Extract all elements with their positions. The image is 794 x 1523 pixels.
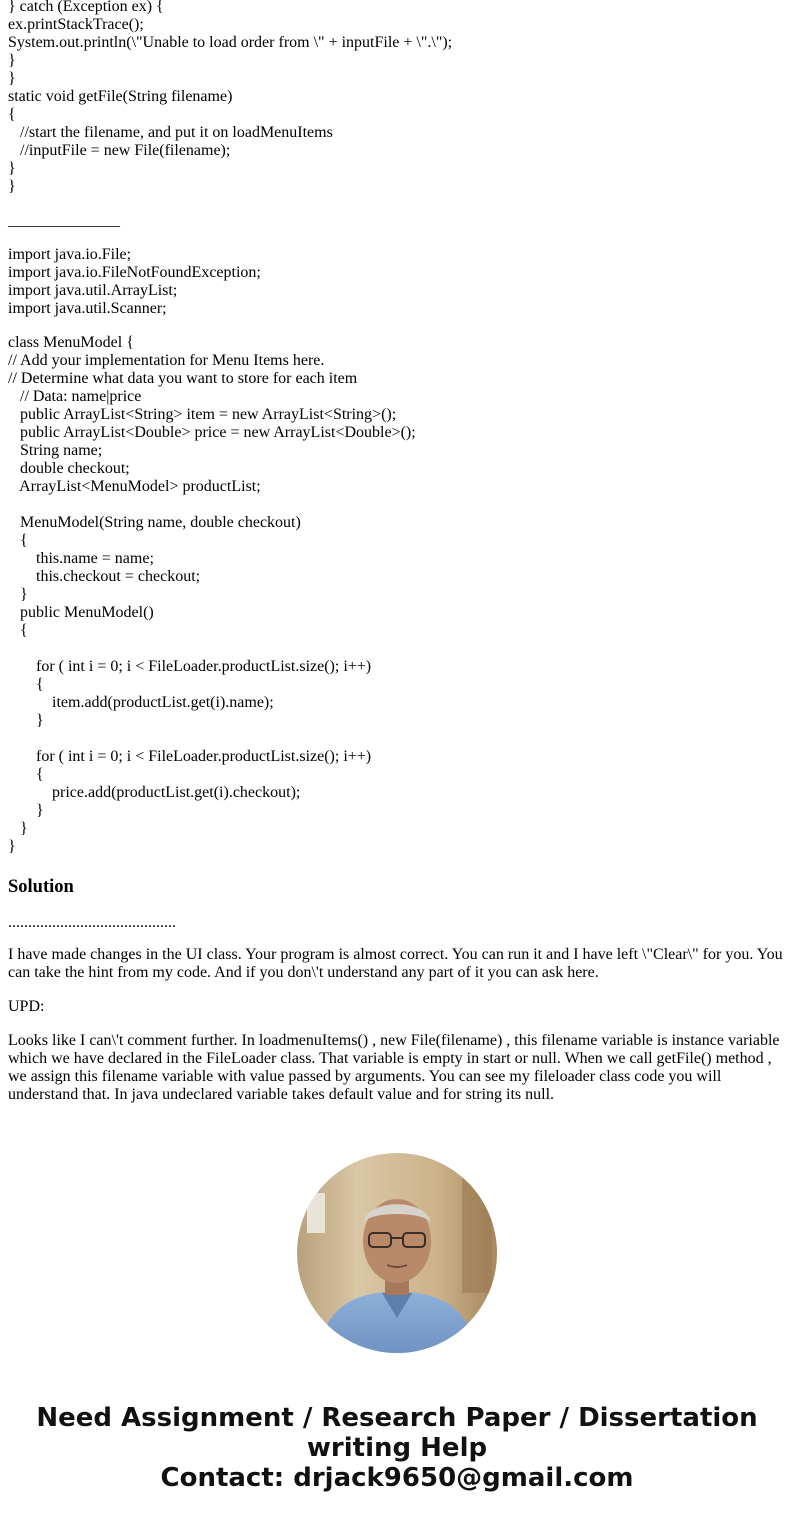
promo-line-2: writing Help (306, 1433, 488, 1463)
code-block-menumodel (8, 334, 786, 856)
upd-label: UPD: (8, 998, 45, 1015)
code-line: for ( int i = 0; i < FileLoader.productList.size(); i++) (8, 748, 372, 765)
code-line: } (8, 712, 44, 729)
code-line: public ArrayList<String> item = new ArrayList<String>(); (8, 406, 397, 423)
code-line: } (8, 70, 16, 87)
code-line: MenuModel(String name, double checkout) (8, 514, 301, 531)
code-line: //inputFile = new File(filename); (8, 142, 231, 159)
code-line: // Add your implementation for Menu Items here. (8, 352, 325, 369)
code-line: //start the filename, and put it on loadMenuItems (8, 124, 333, 141)
code-line: { (8, 676, 44, 693)
author-photo-image (297, 1153, 497, 1353)
code-line: // Determine what data you want to store for each item (8, 370, 358, 387)
author-photo (297, 1153, 497, 1353)
promo-footer (0, 1403, 794, 1493)
code-line: } (8, 820, 28, 837)
code-line: System.out.println(\"Unable to load order from \" + inputFile + \".\"); (8, 34, 453, 51)
code-line: } (8, 52, 16, 69)
code-line (8, 730, 786, 748)
solution-dots: .......................................... (8, 914, 176, 931)
code-line: price.add(productList.get(i).checkout); (8, 784, 301, 801)
code-line: this.name = name; (8, 550, 154, 567)
code-line: { (8, 106, 16, 123)
promo-line-1: Need Assignment / Research Paper / Dissertation (36, 1403, 758, 1433)
promo-contact[interactable]: Contact: drjack9650@gmail.com (160, 1463, 634, 1493)
code-line: } (8, 802, 44, 819)
code-line: import java.util.ArrayList; (8, 282, 178, 299)
code-line: } (8, 178, 16, 195)
code-line: ArrayList<MenuModel> productList; (8, 478, 261, 495)
code-line: } (8, 160, 16, 177)
code-line: item.add(productList.get(i).name); (8, 694, 274, 711)
code-line: static void getFile(String filename) (8, 88, 233, 105)
code-line: double checkout; (8, 460, 130, 477)
code-line: public MenuModel() (8, 604, 154, 621)
code-line: // Data: name|price (8, 388, 142, 405)
separator-line: ______________ (8, 212, 120, 229)
code-line: String name; (8, 442, 103, 459)
document-body (8, 0, 786, 1104)
code-line: for ( int i = 0; i < FileLoader.productList.size(); i++) (8, 658, 372, 675)
code-block-top (8, 0, 786, 196)
code-line: import java.io.FileNotFoundException; (8, 264, 261, 281)
code-line: this.checkout = checkout; (8, 568, 201, 585)
code-line: import java.io.File; (8, 246, 132, 263)
code-line: { (8, 532, 28, 549)
code-line: public ArrayList<Double> price = new ArrayList<Double>(); (8, 424, 416, 441)
solution-paragraph-2: Looks like I can\'t comment further. In loadmenuItems() , new File(filename) , this filename variable is instance variable which we have declared in the FileLoader class. That variable is empty in start or null. When we call getFile() method , we assign this filename variable with value passed by arguments. You can see my fileloader class code you will understand that. In java undeclared variable takes default value and for string its null. (8, 1032, 780, 1103)
code-line: class MenuModel { (8, 334, 134, 351)
code-line (8, 640, 786, 658)
code-block-imports (8, 246, 786, 318)
code-line: { (8, 622, 28, 639)
code-line: ex.printStackTrace(); (8, 16, 144, 33)
solution-heading: Solution (8, 877, 74, 897)
code-line: } (8, 586, 28, 603)
code-line (8, 496, 786, 514)
code-line: import java.util.Scanner; (8, 300, 167, 317)
code-line: } (8, 838, 16, 855)
solution-paragraph-1: I have made changes in the UI class. Your program is almost correct. You can run it and I have left \"Clear\" for you. You can take the hint from my code. And if you don\'t understand any part of it you can ask here. (8, 946, 783, 981)
code-line: { (8, 766, 44, 783)
code-line: } catch (Exception ex) { (8, 0, 164, 15)
